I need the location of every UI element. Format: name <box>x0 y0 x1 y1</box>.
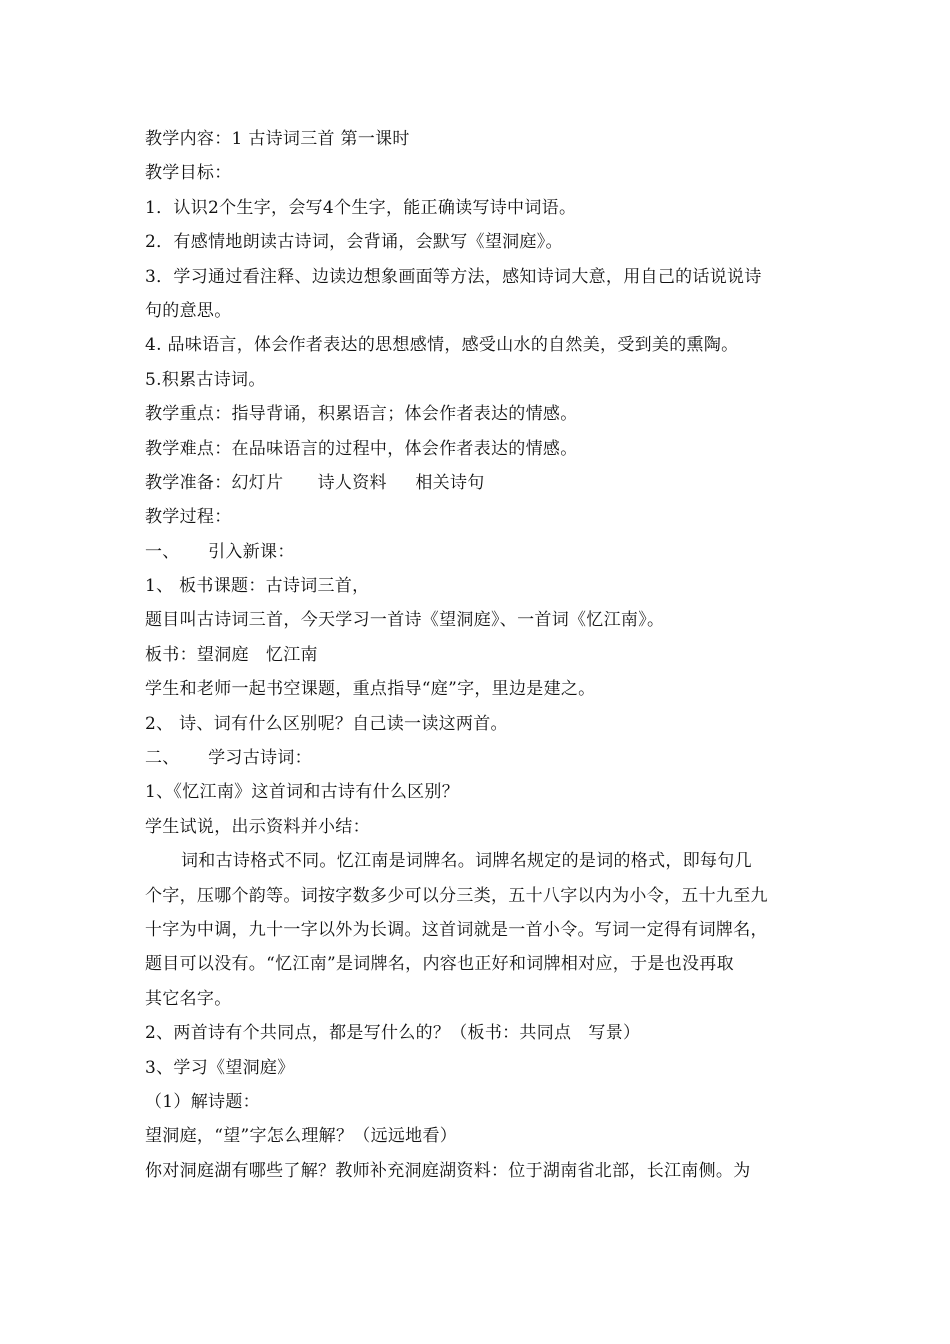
paragraph-line-indented: 词和古诗格式不同。忆江南是词牌名。词牌名规定的是词的格式，即每句几 <box>181 851 752 872</box>
paragraph-line: 其它名字。 <box>145 988 232 1009</box>
paragraph-line: 板书：望洞庭 忆江南 <box>145 644 318 665</box>
substep-1: （1）解诗题： <box>145 1091 260 1112</box>
objective-3-cont: 句的意思。 <box>145 300 232 321</box>
paragraph-line: 十字为中调，九十一字以外为长调。这首词就是一首小令。写词一定得有词牌名， <box>145 919 768 940</box>
objectives-heading: 教学目标： <box>145 163 232 184</box>
step-2-3: 3、学习《望洞庭》 <box>145 1057 295 1078</box>
objective-3: 3．学习通过看注释、边读边想象画面等方法，感知诗词大意，用自己的话说说诗 <box>145 266 762 287</box>
step-2-1: 1、《忆江南》这首词和古诗有什么区别？ <box>145 782 460 803</box>
preparation: 教学准备：幻灯片 诗人资料 相关诗句 <box>145 472 485 493</box>
document-body <box>145 122 813 1188</box>
objective-1: 1．认识2个生字，会写4个生字，能正确读写诗中词语。 <box>145 197 577 218</box>
paragraph-line: 你对洞庭湖有哪些了解？教师补充洞庭湖资料：位于湖南省北部，长江南侧。为 <box>145 1160 751 1181</box>
paragraph-line: 学生和老师一起书空课题，重点指导“庭”字，里边是建之。 <box>145 679 596 700</box>
paragraph-line: 题目叫古诗词三首，今天学习一首诗《望洞庭》、一首词《忆江南》。 <box>145 610 665 631</box>
section-2-heading: 二、 学习古诗词： <box>145 748 312 769</box>
paragraph-line: 个字，压哪个韵等。词按字数多少可以分三类，五十八字以内为小令，五十九至九 <box>145 885 768 906</box>
objective-2: 2．有感情地朗读古诗词，会背诵，会默写《望洞庭》。 <box>145 232 563 253</box>
difficult-points: 教学难点：在品味语言的过程中，体会作者表达的情感。 <box>145 438 578 459</box>
step-2-2: 2、两首诗有个共同点，都是写什么的？（板书：共同点 写景） <box>145 1023 641 1044</box>
key-points: 教学重点：指导背诵，积累语言；体会作者表达的情感。 <box>145 404 578 425</box>
paragraph-line: 学生试说，出示资料并小结： <box>145 816 370 837</box>
lesson-content-line: 教学内容：1 古诗词三首 第一课时 <box>145 129 410 149</box>
process-heading: 教学过程： <box>145 507 232 528</box>
objective-4: 4. 品味语言，体会作者表达的思想感情，感受山水的自然美，受到美的熏陶。 <box>145 335 739 356</box>
paragraph-line: 望洞庭，“望”字怎么理解？（远远地看） <box>145 1126 458 1147</box>
section-1-heading: 一、 引入新课： <box>145 541 295 562</box>
step-1-1: 1、 板书课题：古诗词三首， <box>145 576 370 597</box>
step-1-2: 2、 诗、词有什么区别呢？自己读一读这两首。 <box>145 713 508 734</box>
paragraph-line: 题目可以没有。“忆江南”是词牌名，内容也正好和词牌相对应，于是也没再取 <box>145 954 734 975</box>
objective-5: 5.积累古诗词。 <box>145 369 266 390</box>
